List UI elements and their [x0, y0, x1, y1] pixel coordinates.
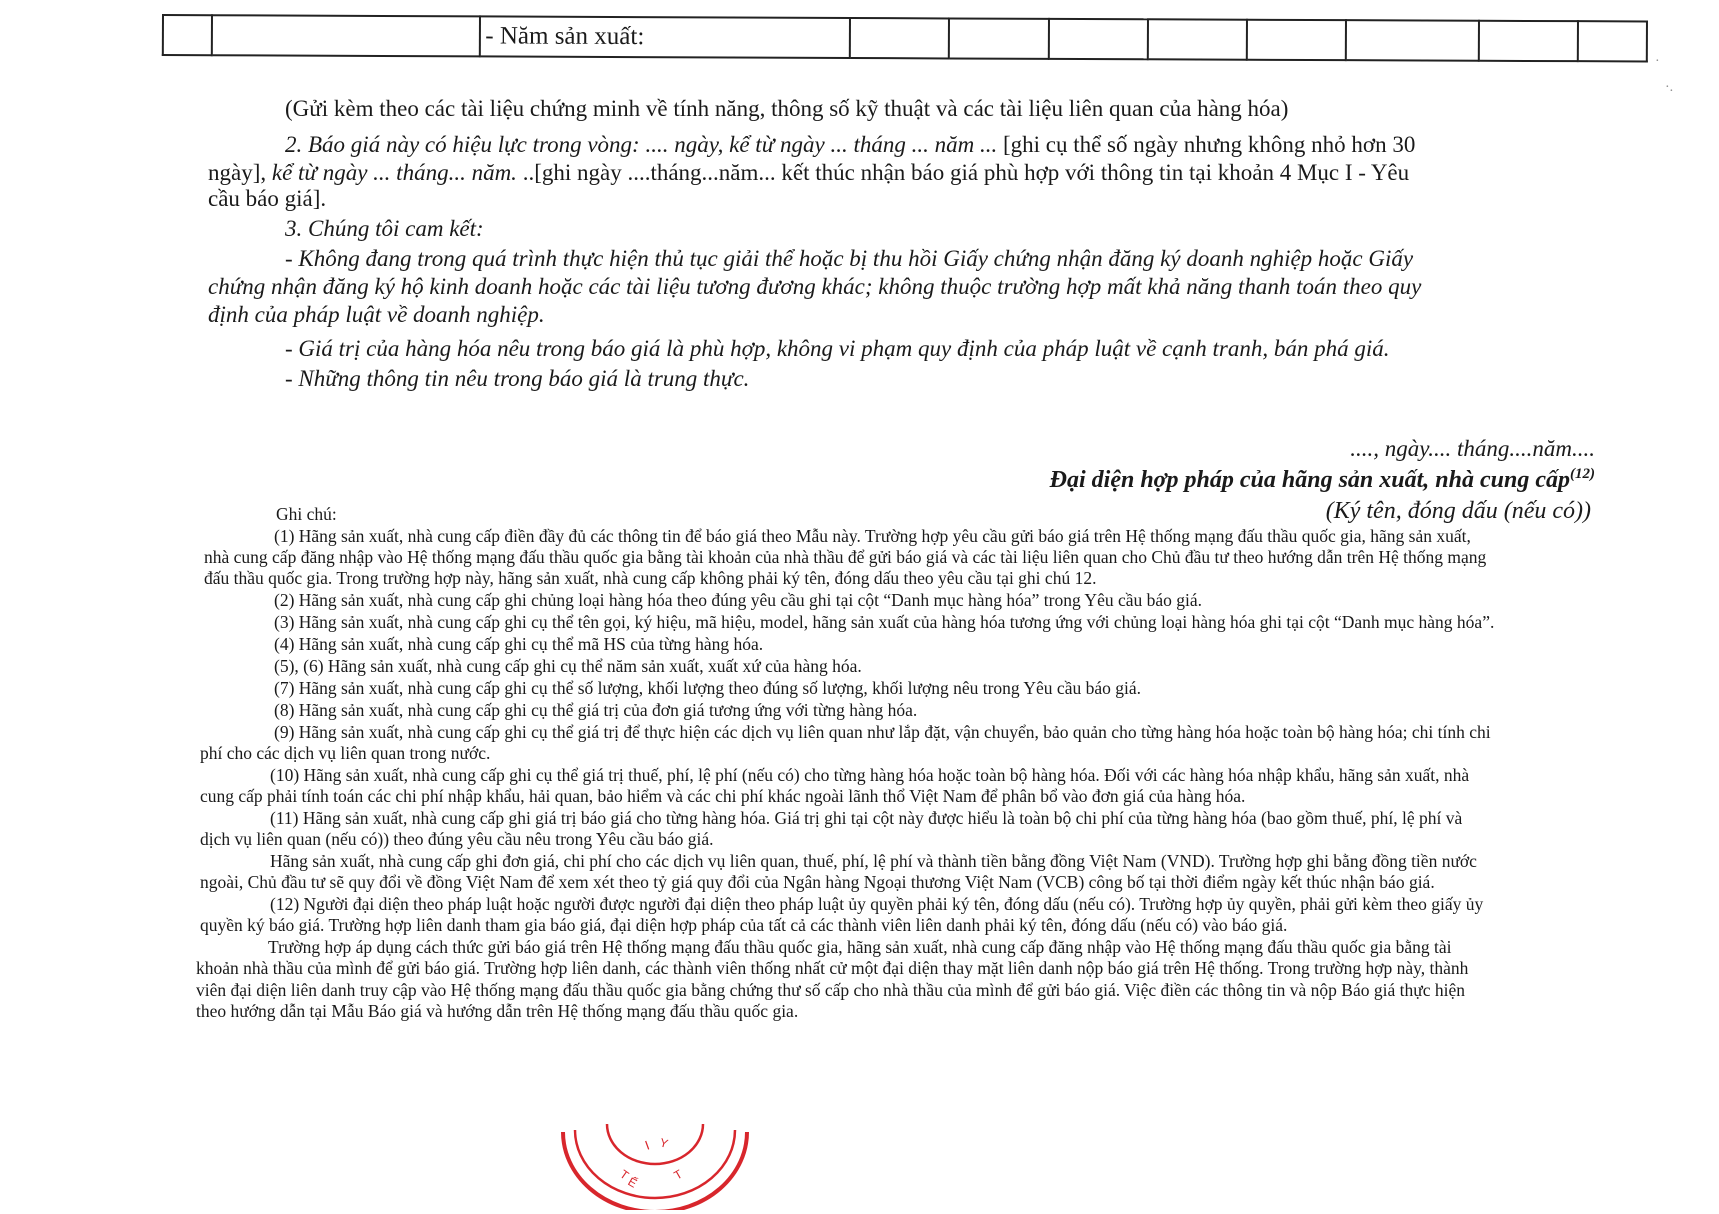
note-line: (10) Hãng sản xuất, nhà cung cấp ghi cụ thể giá trị thuế, phí, lệ phí (nếu có) cho từng hàng hóa hoặc toàn bộ hàng hóa. Đối với các hàng hóa nhập khẩu, hãng sản xuất, nhà	[270, 765, 1470, 785]
validity-line-1	[285, 132, 1415, 158]
table-cell	[1246, 20, 1345, 60]
signature-date: ...., ngày.... tháng....năm....	[1350, 436, 1595, 461]
validity-line-1-italic: 2. Báo giá này có hiệu lực trong vòng: .... ngày, kể từ ngày ... tháng ... năm ...	[285, 132, 998, 157]
svg-text:Ế: Ế	[625, 1174, 640, 1191]
note-line: (5), (6) Hãng sản xuất, nhà cung cấp ghi cụ thể năm sản xuất, xuất xứ của hàng hóa.	[274, 656, 862, 676]
validity-line-1-normal: [ghi cụ thể số ngày nhưng không nhỏ hơn 30	[997, 132, 1416, 157]
note-line: (12) Người đại diện theo pháp luật hoặc người được người đại diện theo pháp luật ủy quyền phải ký tên, đóng dấu (nếu có). Trường hợp ủy quyền, phải gửi kèm theo giấy ủy	[270, 894, 1484, 914]
table-cell	[949, 18, 1048, 58]
note-line: (1) Hãng sản xuất, nhà cung cấp điền đầy đủ các thông tin để báo giá theo Mẫu này. Trường hợp yêu cầu gửi báo giá trên Hệ thống mạng đấu thầu quốc gia, hãng sản xuất,	[274, 526, 1471, 546]
table-cell	[850, 18, 949, 58]
signature-title-footnote: (12)	[1570, 466, 1595, 482]
stamp-rings	[563, 1124, 747, 1210]
signature-title-text: Đại diện hợp pháp của hãng sản xuất, nhà cung cấp	[1049, 467, 1570, 493]
table-cell	[1578, 21, 1647, 61]
note-line: Trường hợp áp dụng cách thức gửi báo giá trên Hệ thống mạng đấu thầu quốc gia, hãng sản xuất, nhà cung cấp đăng nhập vào Hệ thống mạng đấu thầu quốc gia bằng tài	[268, 937, 1452, 957]
goods-table-fragment	[162, 14, 1648, 62]
note-line: (2) Hãng sản xuất, nhà cung cấp ghi chủng loại hàng hóa theo đúng yêu cầu ghi tại cột “Danh mục hàng hóa” trong Yêu cầu báo giá.	[274, 590, 1203, 610]
table-cell	[1048, 19, 1147, 59]
signature-title	[1050, 466, 1595, 494]
table-cell	[211, 15, 480, 56]
note-line: nhà cung cấp đăng nhập vào Hệ thống mạng đấu thầu quốc gia bằng tài khoản của nhà thầu để gửi báo giá và các tài liệu liên quan cho Chủ đầu tư theo hướng dẫn trên Hệ thống mạng	[204, 547, 1487, 567]
note-line: (9) Hãng sản xuất, nhà cung cấp ghi cụ thể giá trị để thực hiện các dịch vụ liên quan như lắp đặt, vận chuyển, bảo quản cho từng hàng hóa hoặc toàn bộ hàng hóa; chi tính chi	[274, 722, 1491, 742]
note-line: phí cho các dịch vụ liên quan trong nước.	[200, 743, 491, 763]
validity-line-2	[208, 160, 1409, 186]
note-line: cung cấp phải tính toán các chi phí nhập khẩu, hải quan, bảo hiểm và các chi phí khác ngoài lãnh thổ Việt Nam để phân bổ vào đơn giá của hàng hóa.	[200, 786, 1246, 806]
note-line: khoản nhà thầu của mình để gửi báo giá. Trường hợp liên danh, các thành viên thống nhất cử một đại diện thay mặt liên danh nộp báo giá trên Hệ thống. Trong trường hợp này, thành	[196, 958, 1469, 978]
table-cell	[1346, 20, 1480, 61]
commitment-item-3: - Những thông tin nêu trong báo giá là trung thực.	[285, 366, 750, 391]
note-line: quyền ký báo giá. Trường hợp liên danh tham gia báo giá, đại diện hợp pháp của tất cả các thành viên liên danh phải ký tên, đóng dấu (nếu có) vào báo giá.	[200, 915, 1288, 935]
note-line: (4) Hãng sản xuất, nhà cung cấp ghi cụ thể mã HS của từng hàng hóa.	[274, 634, 764, 654]
validity-line-2-a: ngày],	[208, 160, 272, 185]
commitment-heading: 3. Chúng tôi cam kết:	[285, 216, 484, 241]
attachment-note: (Gửi kèm theo các tài liệu chứng minh về tính năng, thông số kỹ thuật và các tài liệu liên quan của hàng hóa)	[285, 96, 1289, 121]
scan-speck: ·.	[1665, 80, 1674, 95]
note-line: dịch vụ liên quan (nếu có)) theo đúng yêu cầu nêu trong Yêu cầu báo giá.	[200, 829, 714, 849]
note-line: ngoài, Chủ đầu tư sẽ quy đổi về đồng Việt Nam để xem xét theo tỷ giá quy đổi của Ngân hàng Ngoại thương Việt Nam (VCB) công bố tại thời điểm ngày kết thúc nhận báo giá.	[200, 872, 1435, 892]
table-cell	[163, 15, 212, 55]
svg-text:T: T	[671, 1166, 685, 1183]
note-line: (3) Hãng sản xuất, nhà cung cấp ghi cụ thể tên gọi, ký hiệu, mã hiệu, model, hãng sản xuất của hàng hóa tương ứng với chủng loại hàng hóa ghi tại cột “Danh mục hàng hóa”.	[274, 612, 1495, 632]
commitment-item-1-line-3: định của pháp luật về doanh nghiệp.	[208, 302, 545, 327]
note-line: (11) Hãng sản xuất, nhà cung cấp ghi giá trị báo giá cho từng hàng hóa. Giá trị ghi tại cột này được hiểu là toàn bộ chi phí của từng hàng hóa (bao gồm thuế, phí, lệ phí và	[270, 808, 1463, 828]
commitment-item-1-line-1: - Không đang trong quá trình thực hiện thủ tục giải thể hoặc bị thu hồi Giấy chứng nhận đăng ký doanh nghiệp hoặc Giấy	[285, 246, 1414, 271]
svg-text:I: I	[642, 1137, 652, 1153]
notes-heading: Ghi chú:	[276, 504, 337, 524]
note-line: đấu thầu quốc gia. Trong trường hợp này, hãng sản xuất, nhà cung cấp không phải ký tên, đóng dấu theo yêu cầu tại ghi chú 12.	[204, 568, 1097, 588]
table-row	[163, 15, 1647, 61]
table-cell-label: - Năm sản xuất:	[480, 16, 850, 58]
note-line: (7) Hãng sản xuất, nhà cung cấp ghi cụ thể số lượng, khối lượng theo đúng số lượng, khối lượng nêu trong Yêu cầu báo giá.	[274, 678, 1141, 698]
note-line: viên đại diện liên danh truy cập vào Hệ thống mạng đấu thầu quốc gia bằng chứng thư số cấp cho nhà thầu của mình để gửi báo giá. Việc điền các thông tin và nộp Báo giá thực hiện	[196, 980, 1465, 1000]
svg-text:Y: Y	[658, 1135, 670, 1151]
validity-line-3: cầu báo giá].	[208, 186, 327, 211]
validity-line-2-italic: kể từ ngày ... tháng... năm.	[271, 160, 517, 185]
red-stamp-seal	[555, 1110, 755, 1210]
svg-text:T: T	[617, 1166, 632, 1183]
scan-speck: ·	[1655, 54, 1660, 69]
note-line: (8) Hãng sản xuất, nhà cung cấp ghi cụ thể giá trị của đơn giá tương ứng với từng hàng hóa.	[274, 700, 918, 720]
signature-subtitle: (Ký tên, đóng dấu (nếu có))	[1325, 498, 1591, 524]
note-line: theo hướng dẫn tại Mẫu Báo giá và hướng dẫn trên Hệ thống mạng đấu thầu quốc gia.	[196, 1001, 799, 1021]
table-cell	[1479, 21, 1578, 61]
commitment-item-2: - Giá trị của hàng hóa nêu trong báo giá là phù hợp, không vi phạm quy định của pháp luật về cạnh tranh, bán phá giá.	[285, 336, 1390, 361]
table-cell	[1147, 19, 1246, 59]
note-line: Hãng sản xuất, nhà cung cấp ghi đơn giá, chi phí cho các dịch vụ liên quan, thuế, phí, lệ phí và thành tiền bằng đồng Việt Nam (VND). Trường hợp ghi bằng đồng tiền nước	[270, 851, 1477, 871]
commitment-item-1-line-2: chứng nhận đăng ký hộ kinh doanh hoặc các tài liệu tương đương khác; không thuộc trường hợp mất khả năng thanh toán theo quy	[208, 274, 1422, 299]
validity-line-2-b: ..[ghi ngày ....tháng...năm... kết thúc nhận báo giá phù hợp với thông tin tại khoản 4 Mục I - Yêu	[516, 160, 1410, 185]
